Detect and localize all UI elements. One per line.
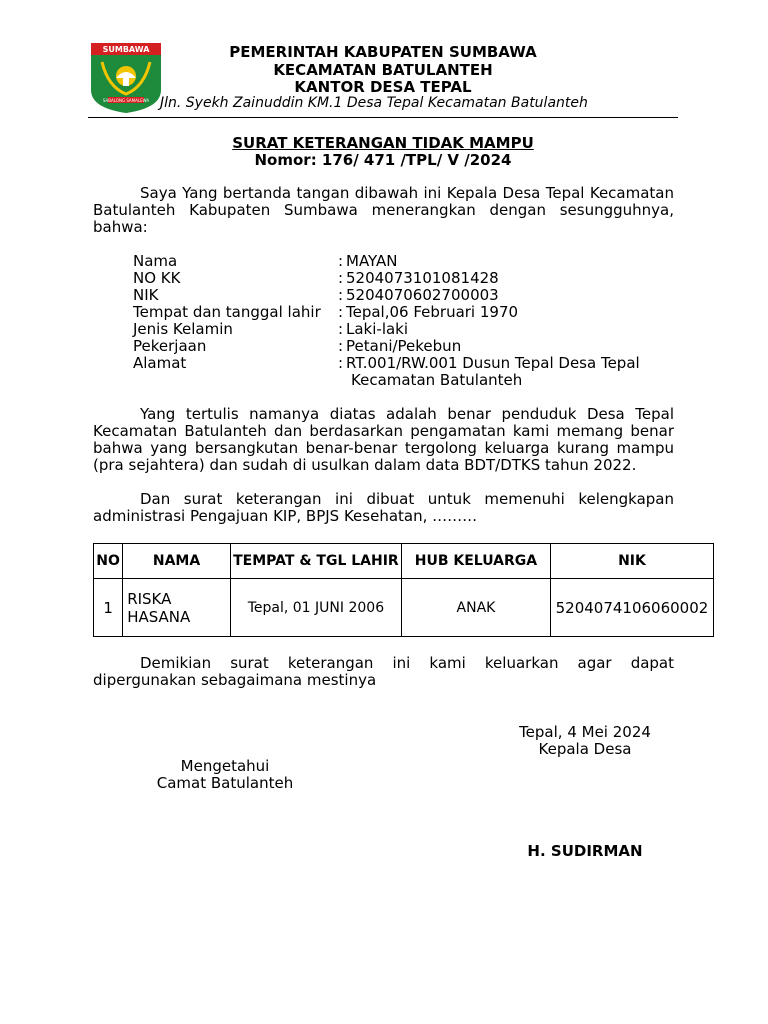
family-members-table bbox=[93, 543, 714, 637]
cell-nik: 5204074106060002 bbox=[550, 579, 713, 637]
header-divider bbox=[88, 117, 678, 118]
letter-title: SURAT KETERANGAN TIDAK MAMPU bbox=[232, 134, 534, 152]
sumbawa-emblem-logo bbox=[90, 42, 162, 114]
acknowledge-label: Mengetahui bbox=[180, 757, 270, 775]
identity-list bbox=[133, 253, 676, 389]
sign-position: Kepala Desa bbox=[538, 740, 632, 758]
table-header-row bbox=[94, 544, 714, 579]
svg-text:SUMBAWA: SUMBAWA bbox=[102, 45, 150, 54]
svg-text:SABALONG SAMALEWA: SABALONG SAMALEWA bbox=[102, 98, 150, 103]
identity-value: Laki-laki bbox=[346, 320, 409, 338]
column-header-hub: HUB KELUARGA bbox=[401, 544, 550, 579]
column-header-ttl: TEMPAT & TGL LAHIR bbox=[230, 544, 401, 579]
identity-value: MAYAN bbox=[346, 252, 398, 270]
column-header-nik: NIK bbox=[550, 544, 713, 579]
purpose-paragraph: Dan surat keterangan ini dibuat untuk memenuhi kelengkapan administrasi Pengajuan KIP, BPJS Kesehatan, ……… bbox=[93, 490, 674, 525]
identity-value: 5204070602700003 bbox=[346, 286, 499, 304]
header-government: PEMERINTAH KABUPATEN SUMBAWA bbox=[229, 43, 537, 61]
identity-label: Jenis Kelamin bbox=[133, 320, 233, 338]
identity-row: NO KK : 5204073101081428 bbox=[133, 270, 676, 287]
table-row bbox=[94, 579, 714, 637]
closing-paragraph: Demikian surat keterangan ini kami keluarkan agar dapat dipergunakan sebagaimana mestinya bbox=[93, 654, 674, 689]
intro-paragraph: Saya Yang bertanda tangan dibawah ini Kepala Desa Tepal Kecamatan Batulanteh Kabupaten Sumbawa menerangkan dengan sesungguhnya, bahwa: bbox=[93, 184, 674, 236]
header-address: Jln. Syekh Zainuddin KM.1 Desa Tepal Kecamatan Batulanteh bbox=[160, 95, 588, 111]
identity-label: Nama bbox=[133, 252, 178, 270]
identity-row: Nama : MAYAN bbox=[133, 253, 676, 270]
cell-ttl: Tepal, 01 JUNI 2006 bbox=[230, 579, 401, 637]
identity-value: RT.001/RW.001 Dusun Tepal Desa Tepal Kecamatan Batulanteh bbox=[346, 354, 640, 389]
identity-label: NIK bbox=[133, 286, 159, 304]
identity-row: NIK : 5204070602700003 bbox=[133, 287, 676, 304]
identity-row: Pekerjaan : Petani/Pekebun bbox=[133, 338, 676, 355]
identity-label: Pekerjaan bbox=[133, 337, 207, 355]
identity-row: Alamat : RT.001/RW.001 Dusun Tepal Desa Tepal Kecamatan Batulanteh bbox=[133, 355, 676, 389]
header-district: KECAMATAN BATULANTEH bbox=[273, 61, 493, 79]
sign-name: H. SUDIRMAN bbox=[527, 842, 643, 860]
letter-number: Nomor: 176/ 471 /TPL/ V /2024 bbox=[254, 151, 512, 169]
identity-value: Tepal,06 Februari 1970 bbox=[346, 303, 519, 321]
identity-label: Tempat dan tanggal lahir bbox=[133, 303, 321, 321]
identity-label: NO KK bbox=[133, 269, 181, 287]
statement-paragraph: Yang tertulis namanya diatas adalah benar penduduk Desa Tepal Kecamatan Batulanteh dan berdasarkan pengamatan kami memang benar bahwa yang bersangkutan benar-benar tergolong keluarga kurang mampu (pra sejahtera) dan sudah di usulkan dalam data BDT/DTKS tahun 2022. bbox=[93, 405, 674, 474]
cell-no: 1 bbox=[94, 579, 123, 637]
identity-row: Tempat dan tanggal lahir : Tepal,06 Februari 1970 bbox=[133, 304, 676, 321]
column-header-no: NO bbox=[94, 544, 123, 579]
header-office: KANTOR DESA TEPAL bbox=[294, 78, 472, 96]
identity-value: 5204073101081428 bbox=[346, 269, 499, 287]
column-header-nama: NAMA bbox=[123, 544, 231, 579]
identity-label: Alamat bbox=[133, 354, 187, 372]
cell-nama: RISKA HASANA bbox=[123, 579, 231, 637]
acknowledge-camat: Camat Batulanteh bbox=[156, 774, 294, 792]
identity-row: Jenis Kelamin : Laki-laki bbox=[133, 321, 676, 338]
cell-hub: ANAK bbox=[401, 579, 550, 637]
sign-place-date: Tepal, 4 Mei 2024 bbox=[519, 723, 651, 741]
identity-value: Petani/Pekebun bbox=[346, 337, 462, 355]
